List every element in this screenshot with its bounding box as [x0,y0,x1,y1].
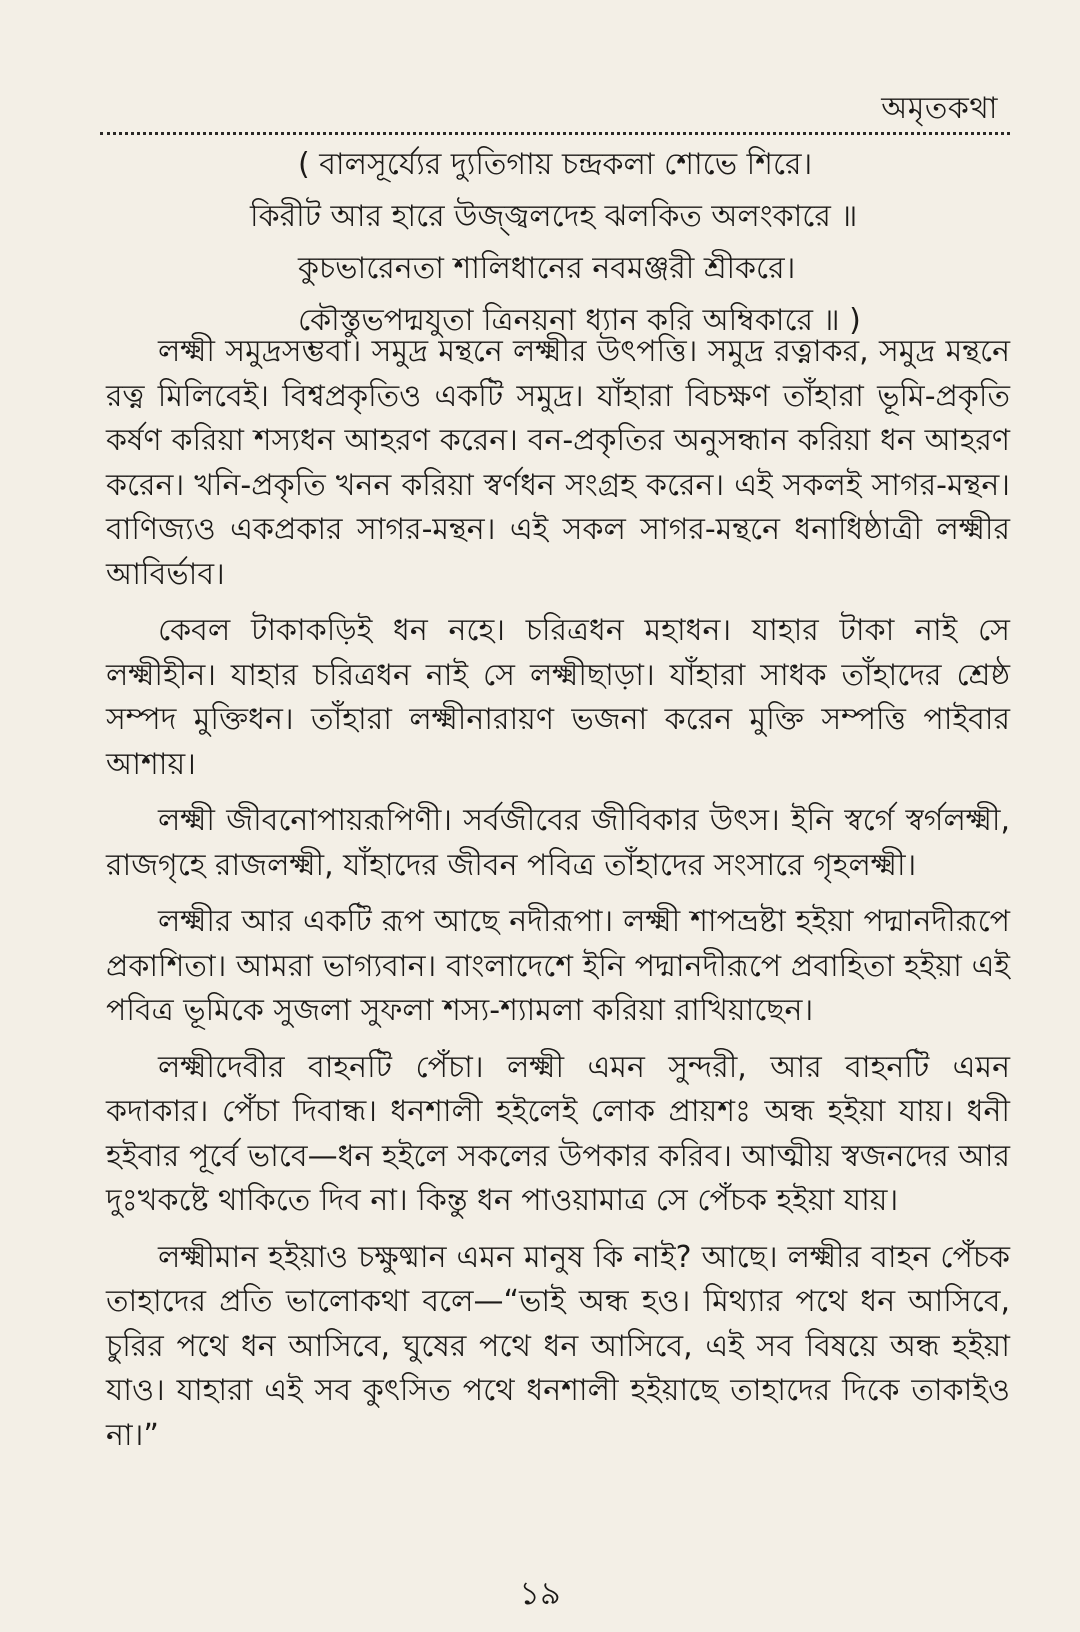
verse-line: ( বালসূর্য্যের দ্যুতিগায় চন্দ্রকলা শোভে শিরে। [298,147,813,182]
paragraph: লক্ষ্মীমান হইয়াও চক্ষুষ্মান এমন মানুষ কি নাই? আছে। লক্ষ্মীর বাহন পেঁচক তাহাদের প্রতি ভালোকথা বলে—“ভাই অন্ধ হও। মিথ্যার পথে ধন আসিবে, চুরির পথে ধন আসিবে, ঘুষের পথে ধন আসিবে, এই সব বিষয়ে অন্ধ হইয়া যাও। যাহারা এই সব কুৎসিত পথে ধনশালী হইয়াছে তাহাদের দিকে তাকাইও না।” [106,1239,1010,1453]
paragraph: লক্ষ্মীর আর একটি রূপ আছে নদীরূপা। লক্ষ্মী শাপভ্রষ্টা হইয়া পদ্মানদীরূপে প্রকাশিতা। আমরা ভাগ্যবান। বাংলাদেশে ইনি পদ্মানদীরূপে প্রবাহিতা হইয়া এই পবিত্র ভূমিকে সুজলা সুফলা শস্য-শ্যামলা করিয়া রাখিয়াছেন। [106,904,1010,1028]
verse-line: কিরীট আর হারে উজ্জ্বলদেহ ঝলকিত অলংকারে ॥ [250,199,858,234]
verse-line: কৌস্তুভপদ্মযুতা ত্রিনয়না ধ্যান করি অম্বিকারে ॥ ) [298,303,861,338]
paragraph: লক্ষ্মীদেবীর বাহনটি পেঁচা। লক্ষ্মী এমন সুন্দরী, আর বাহনটি এমন কদাকার। পেঁচা দিবান্ধ। ধনশালী হইলেই লোক প্রায়শঃ অন্ধ হইয়া যায়। ধনী হইবার পূর্বে ভাবে—ধন হইলে সকলের উপকার করিব। আত্মীয় স্বজনদের আর দুঃখকষ্টে থাকিতে দিব না। কিন্তু ধন পাওয়ামাত্র সে পেঁচক হইয়া যায়। [106,1049,1010,1218]
paragraph: লক্ষ্মী সমুদ্রসম্ভবা। সমুদ্র মন্থনে লক্ষ্মীর উৎপত্তি। সমুদ্র রত্নাকর, সমুদ্র মন্থনে রত্ন মিলিবেই। বিশ্বপ্রকৃতিও একটি সমুদ্র। যাঁহারা বিচক্ষণ তাঁহারা ভূমি-প্রকৃতি কর্ষণ করিয়া শস্যধন আহরণ করেন। বন-প্রকৃতির অনুসন্ধান করিয়া ধন আহরণ করেন। খনি-প্রকৃতি খনন করিয়া স্বর্ণধন সংগ্রহ করেন। এই সকলই সাগর-মন্থন। বাণিজ্যও একপ্রকার সাগর-মন্থন। এই সকল সাগর-মন্থনে ধনাধিষ্ঠাত্রী লক্ষ্মীর আবির্ভাব। [106,334,1010,592]
body-text [106,330,1010,1470]
paragraph: লক্ষ্মী জীবনোপায়রূপিণী। সর্বজীবের জীবিকার উৎস। ইনি স্বর্গে স্বর্গলক্ষ্মী, রাজগৃহে রাজলক্ষ্মী, যাঁহাদের জীবন পবিত্র তাঁহাদের সংসারে গৃহলক্ষ্মী। [106,803,1010,883]
running-title: অমৃতকথা [881,91,998,126]
paragraph: কেবল টাকাকড়িই ধন নহে। চরিত্রধন মহাধন। যাহার টাকা নাই সে লক্ষ্মীহীন। যাহার চরিত্রধন নাই সে লক্ষ্মীছাড়া। যাঁহারা সাধক তাঁহাদের শ্রেষ্ঠ সম্পদ মুক্তিধন। তাঁহারা লক্ষ্মীনারায়ণ ভজনা করেন মুক্তি সম্পত্তি পাইবার আশায়। [106,613,1010,782]
page-number: ১৯ [519,1574,561,1612]
verse-line: কুচভারেনতা শালিধানের নবমঞ্জরী শ্রীকরে। [298,251,796,286]
header-dotted-rule [100,132,1010,135]
